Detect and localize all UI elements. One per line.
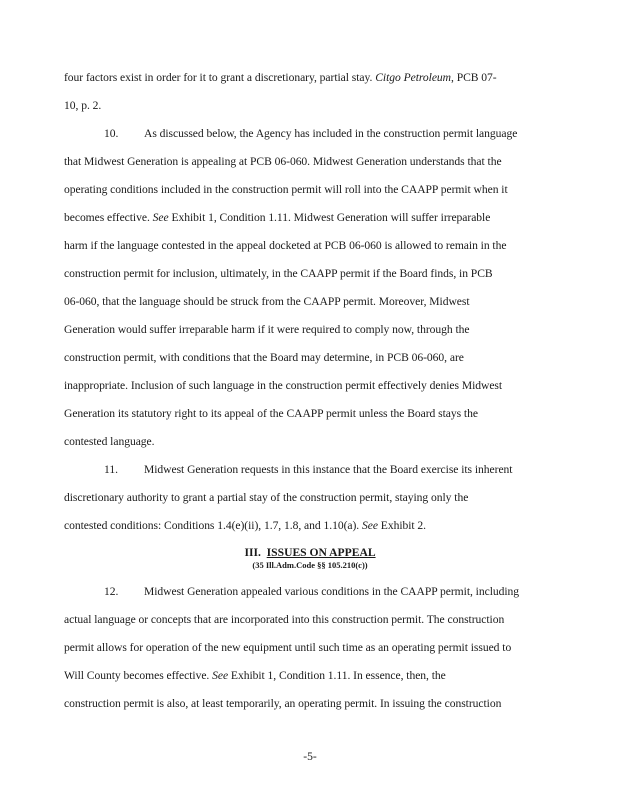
text-line: construction permit, with conditions that the Board may determine, in PCB 06-060, are: [64, 351, 464, 364]
text-line: contested conditions: Conditions 1.4(e)(ii), 1.7, 1.8, and 1.10(a). See Exhibit 2.: [64, 519, 427, 532]
paragraph-10-first-line: 10. As discussed below, the Agency has included in the construction permit language: [104, 127, 518, 140]
paragraph-11-first-line: 11. Midwest Generation requests in this instance that the Board exercise its inherent: [104, 463, 513, 476]
text-line: discretionary authority to grant a partial stay of the construction permit, staying only the: [64, 491, 469, 504]
text-line: permit allows for operation of the new equipment until such time as an operating permit issued to: [64, 641, 512, 654]
text-line: Generation its statutory right to its appeal of the CAAPP permit unless the Board stays the: [64, 407, 478, 420]
text-line: operating conditions included in the construction permit will roll into the CAAPP permit when it: [64, 183, 508, 196]
paragraph-number: 10.: [104, 127, 119, 140]
section-subheading: (35 Ill.Adm.Code §§ 105.210(c)): [252, 560, 368, 570]
page-number: -5-: [303, 750, 317, 763]
text-line: inappropriate. Inclusion of such language in the construction permit effectively denies Midwest: [64, 379, 503, 392]
section-heading: III. ISSUES ON APPEAL: [244, 546, 376, 559]
text-line: actual language or concepts that are incorporated into this construction permit. The construction: [64, 613, 505, 626]
text-line: 10, p. 2.: [64, 99, 102, 112]
text-line: four factors exist in order for it to grant a discretionary, partial stay. Citgo Petroleum, PCB 07-: [64, 71, 497, 84]
text-line: construction permit for inclusion, ultimately, in the CAAPP permit if the Board finds, in PCB: [64, 267, 493, 280]
text-line: Generation would suffer irreparable harm if it were required to comply now, through the: [64, 323, 470, 336]
paragraph-number: 11.: [104, 463, 118, 476]
text-line: becomes effective. See Exhibit 1, Condition 1.11. Midwest Generation will suffer irreparable: [64, 211, 491, 224]
text-line: that Midwest Generation is appealing at PCB 06-060. Midwest Generation understands that the: [64, 155, 502, 168]
text-line: 06-060, that the language should be struck from the CAAPP permit. Moreover, Midwest: [64, 295, 470, 308]
text-line: construction permit is also, at least temporarily, an operating permit. In issuing the construction: [64, 697, 502, 710]
text-line: contested language.: [64, 435, 155, 448]
paragraph-number: 12.: [104, 585, 119, 598]
text-line: Will County becomes effective. See Exhibit 1, Condition 1.11. In essence, then, the: [64, 669, 446, 682]
paragraph-12-first-line: 12. Midwest Generation appealed various conditions in the CAAPP permit, including: [104, 585, 520, 598]
text-line: harm if the language contested in the appeal docketed at PCB 06-060 is allowed to remain in the: [64, 239, 507, 252]
